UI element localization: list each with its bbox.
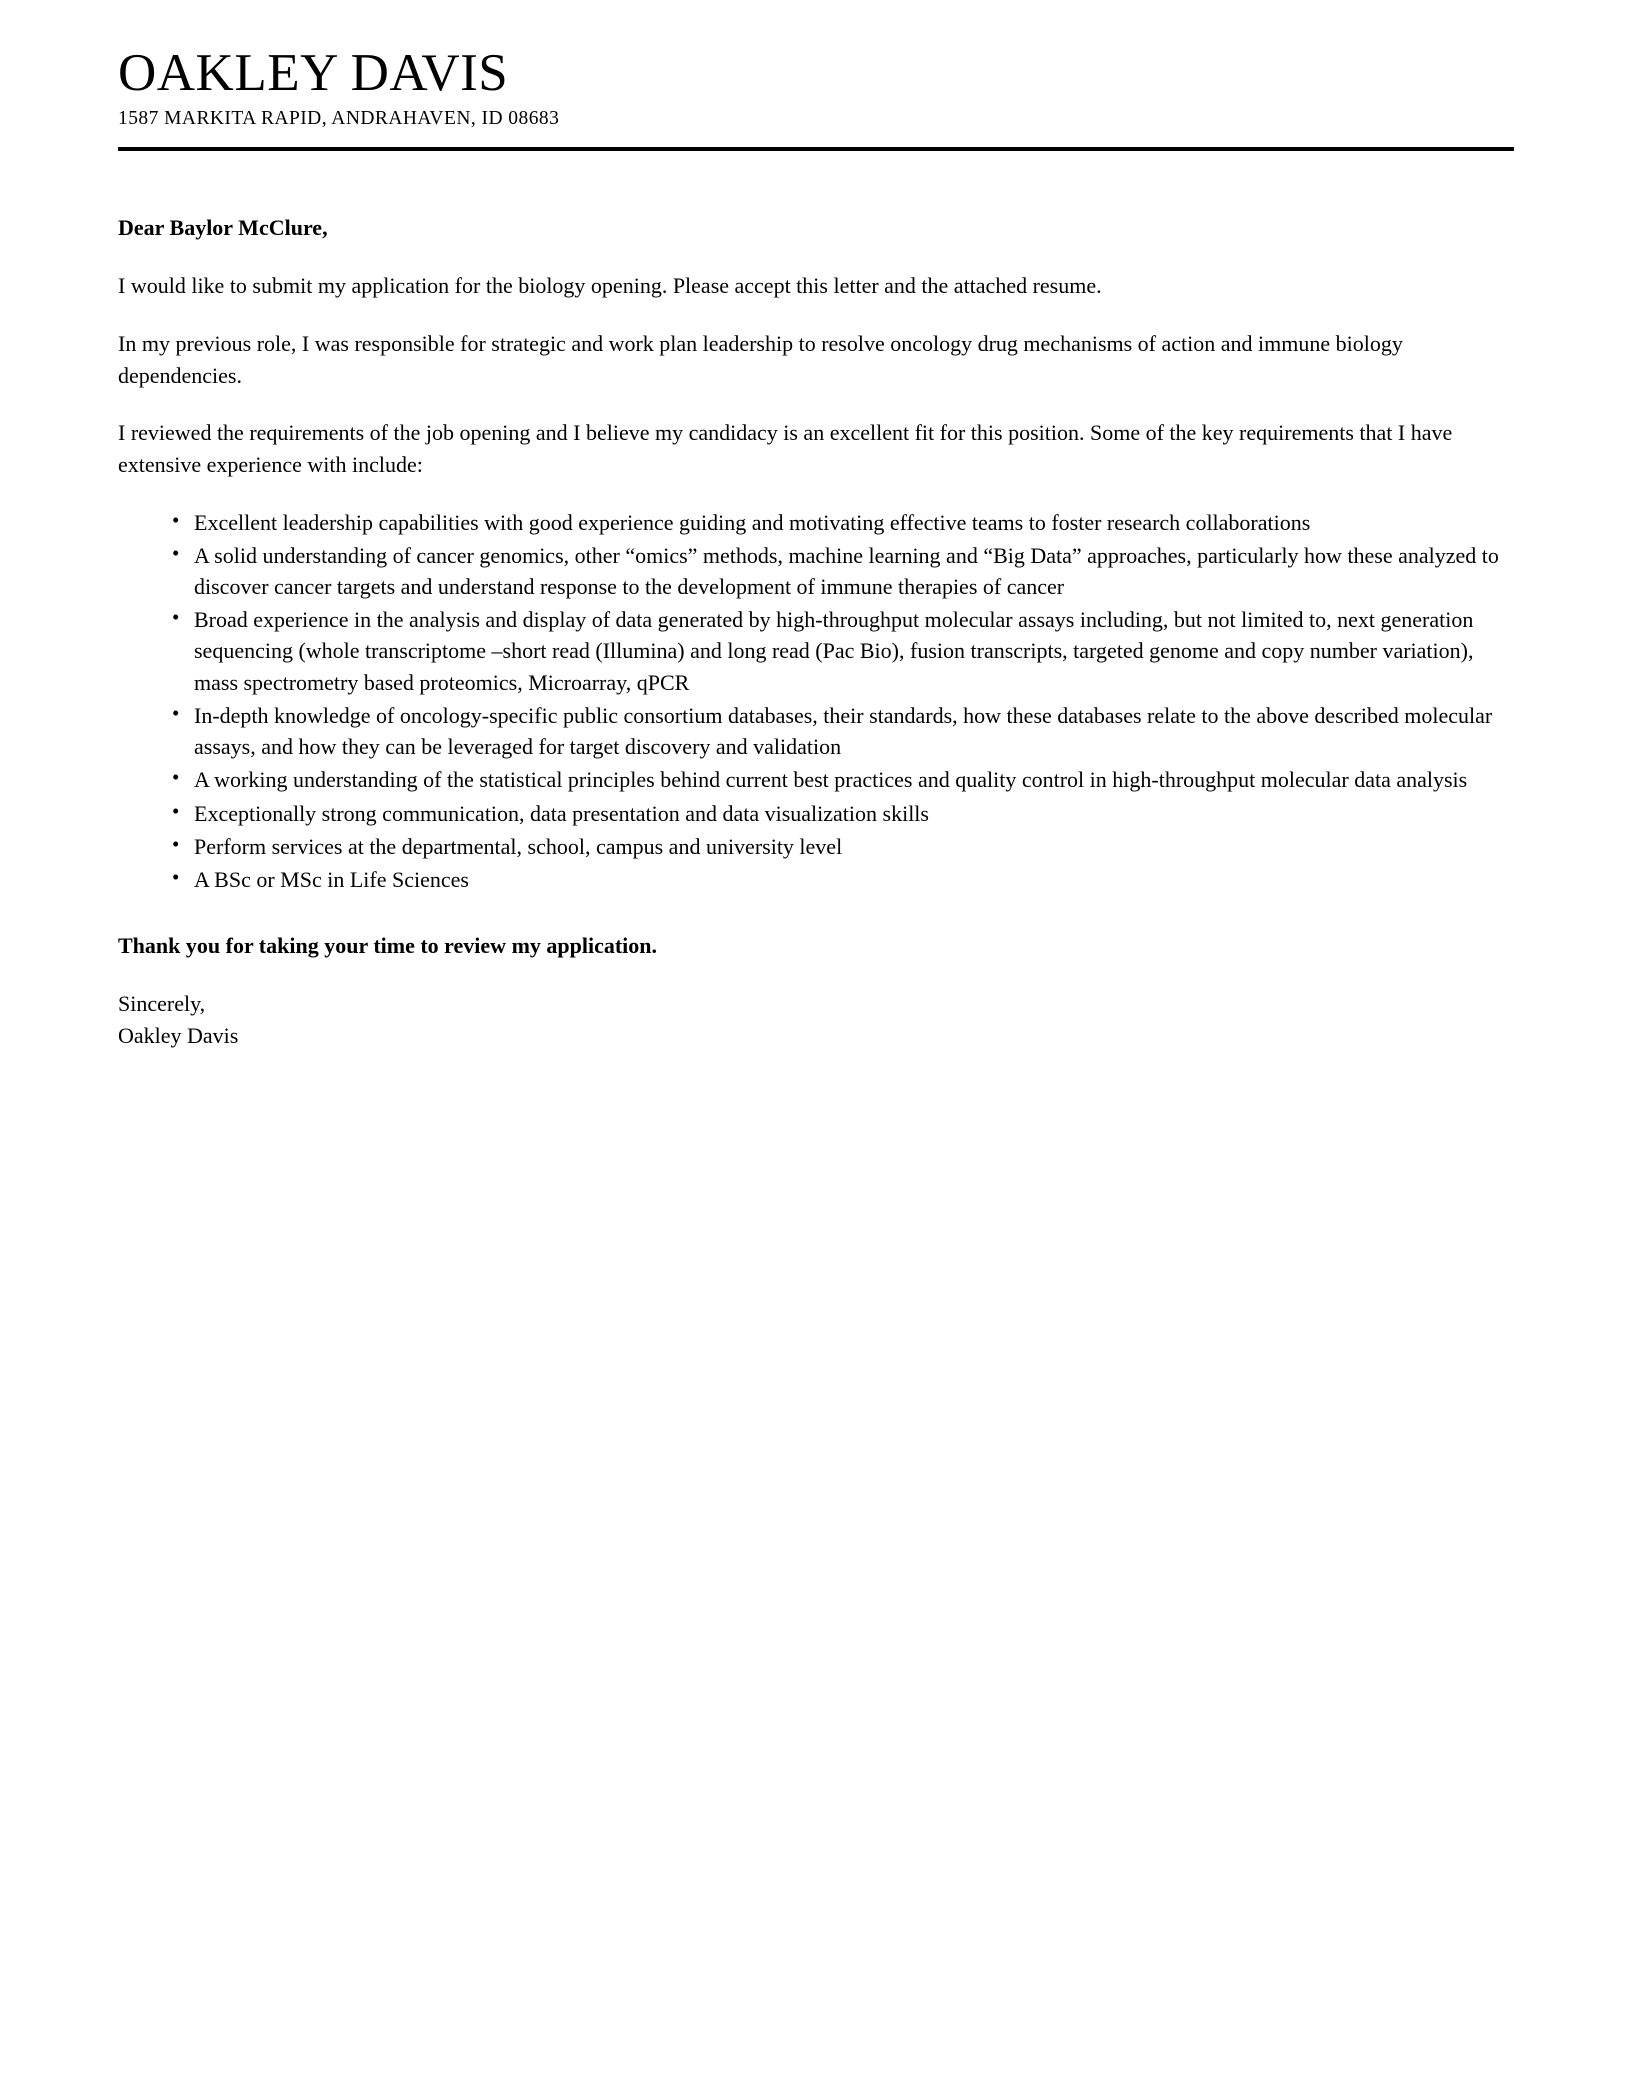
- page-title: OAKLEY DAVIS: [118, 44, 509, 102]
- requirements-list: [118, 507, 1514, 896]
- signoff-word: Sincerely,: [118, 991, 206, 1017]
- signoff-name: Oakley Davis: [118, 1022, 239, 1048]
- paragraph-intro: I would like to submit my application for the biology opening. Please accept this letter and the attached resume.: [118, 273, 1102, 299]
- list-item: • Excellent leadership capabilities with good experience guiding and motivating effective teams to foster research collaborations: [172, 507, 1514, 538]
- paragraph-requirements-intro: I reviewed the requirements of the job opening and I believe my candidacy is an excellent fit for this position. Some of the key requirements that I have extensive experience with include:: [118, 420, 1453, 477]
- list-item: • A BSc or MSc in Life Sciences: [172, 864, 1514, 895]
- salutation: Dear Baylor McClure,: [118, 214, 328, 240]
- thank-you-line: Thank you for taking your time to review my application.: [118, 933, 658, 959]
- list-item: • A working understanding of the statistical principles behind current best practices and quality control in high-throughput molecular data analysis: [172, 764, 1514, 795]
- paragraph-previous-role: In my previous role, I was responsible for strategic and work plan leadership to resolve oncology drug mechanisms of action and immune biology dependencies.: [118, 330, 1403, 388]
- letterhead: [118, 0, 1514, 151]
- list-item: • Perform services at the departmental, school, campus and university level: [172, 831, 1514, 862]
- letter-body: [118, 151, 1514, 1052]
- list-item: • Broad experience in the analysis and display of data generated by high-throughput molecular assays including, but not limited to, next generation sequencing (whole transcriptome –short read (Illumina) and long read (Pac Bio), fusion transcripts, targeted genome and copy number variation), mass spectrometry based proteomics, Microarray, qPCR: [172, 604, 1514, 698]
- address-line: 1587 MARKITA RAPID, ANDRAHAVEN, ID 08683: [118, 108, 560, 130]
- signature-block: [118, 988, 1514, 1051]
- list-item: • A solid understanding of cancer genomics, other “omics” methods, machine learning and “Big Data” approaches, particularly how these analyzed to discover cancer targets and understand response to the development of immune therapies of cancer: [172, 540, 1514, 602]
- list-item: • In-depth knowledge of oncology-specific public consortium databases, their standards, how these databases relate to the above described molecular assays, and how they can be leveraged for target discovery and validation: [172, 700, 1514, 762]
- list-item: • Exceptionally strong communication, data presentation and data visualization skills: [172, 798, 1514, 829]
